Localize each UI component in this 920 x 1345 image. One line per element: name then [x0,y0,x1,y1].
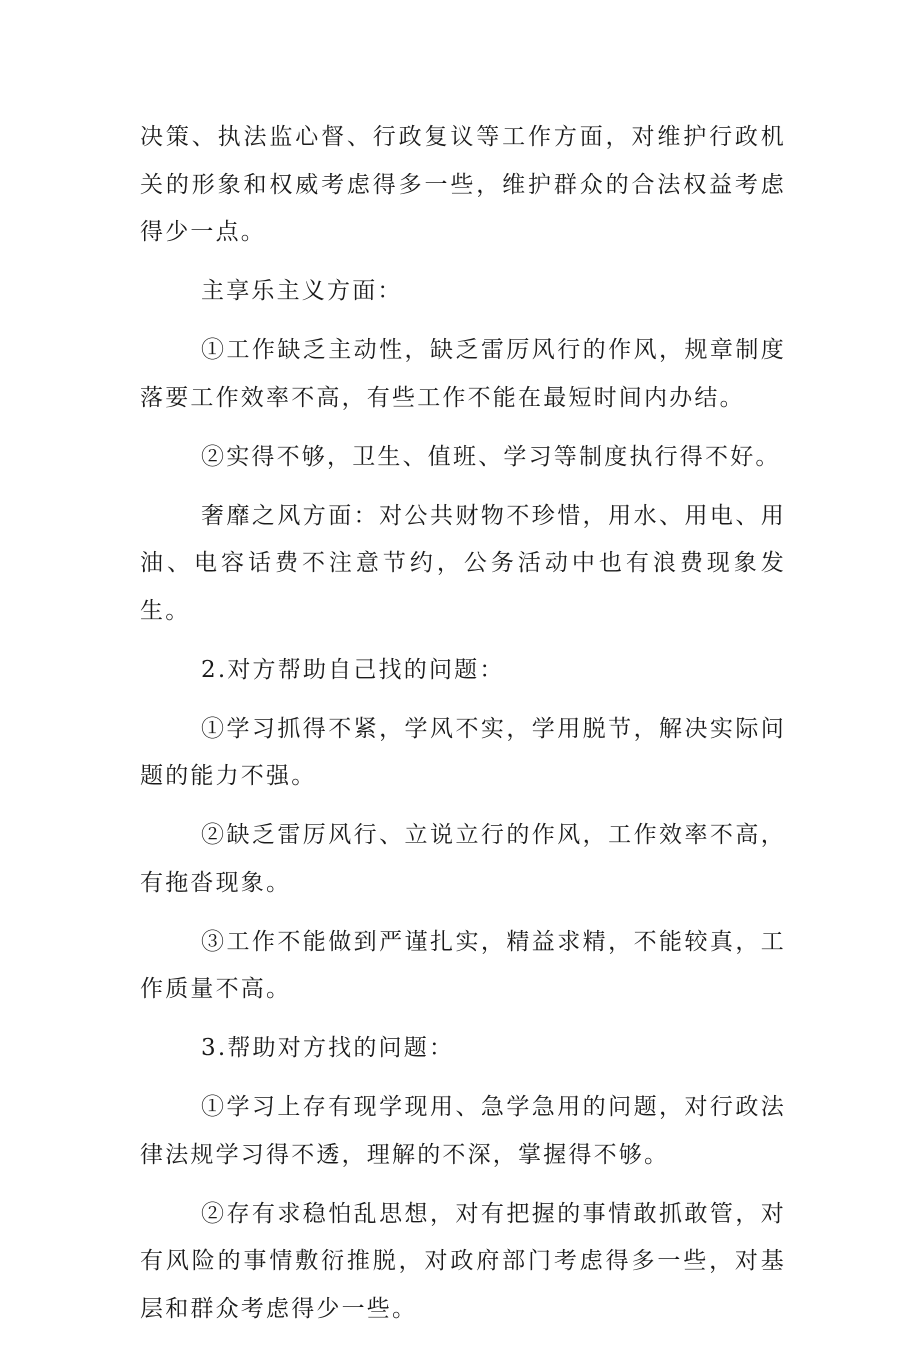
section-heading-2: 2.对方帮助自己找的问题： [201,656,505,683]
list-item: ①工作缺乏主动性，缺乏雷厉风行的作风，规章制度落要工作效率不高，有些工作不能在最短时间内办结。 [140,337,786,411]
section-heading-hedonism: 主享乐主义方面： [201,278,403,304]
paragraph-continued: 决策、执法监心督、行政复议等工作方面，对维护行政机关的形象和权威考虑得多一些，维护群众的合法权益考虑得少一点。 [140,124,786,245]
list-item: ②缺乏雷厉风行、立说立行的作风，工作效率不高，有拖沓现象。 [140,822,786,896]
document-page [140,114,786,1345]
section-paragraph-extravagance: 奢靡之风方面：对公共财物不珍惜，用水、用电、用油、电容话费不注意节约，公务活动中也有浪费现象发生。 [140,502,786,624]
list-item: ①学习抓得不紧，学风不实，学用脱节，解决实际问题的能力不强。 [140,715,786,789]
section-heading-3: 3.帮助对方找的问题： [201,1035,455,1061]
list-item: ③工作不能做到严谨扎实，精益求精，不能较真，工作质量不高。 [140,928,786,1002]
list-item: ②存有求稳怕乱思想，对有把握的事情敢抓敢管，对有风险的事情敷衍推脱，对政府部门考虑得多一些，对基层和群众考虑得少一些。 [140,1200,786,1322]
list-item: ②实得不够，卫生、值班、学习等制度执行得不好。 [201,443,781,470]
list-item: ①学习上存有现学现用、急学急用的问题，对行政法律法规学习得不透，理解的不深，掌握得不够。 [140,1094,786,1168]
